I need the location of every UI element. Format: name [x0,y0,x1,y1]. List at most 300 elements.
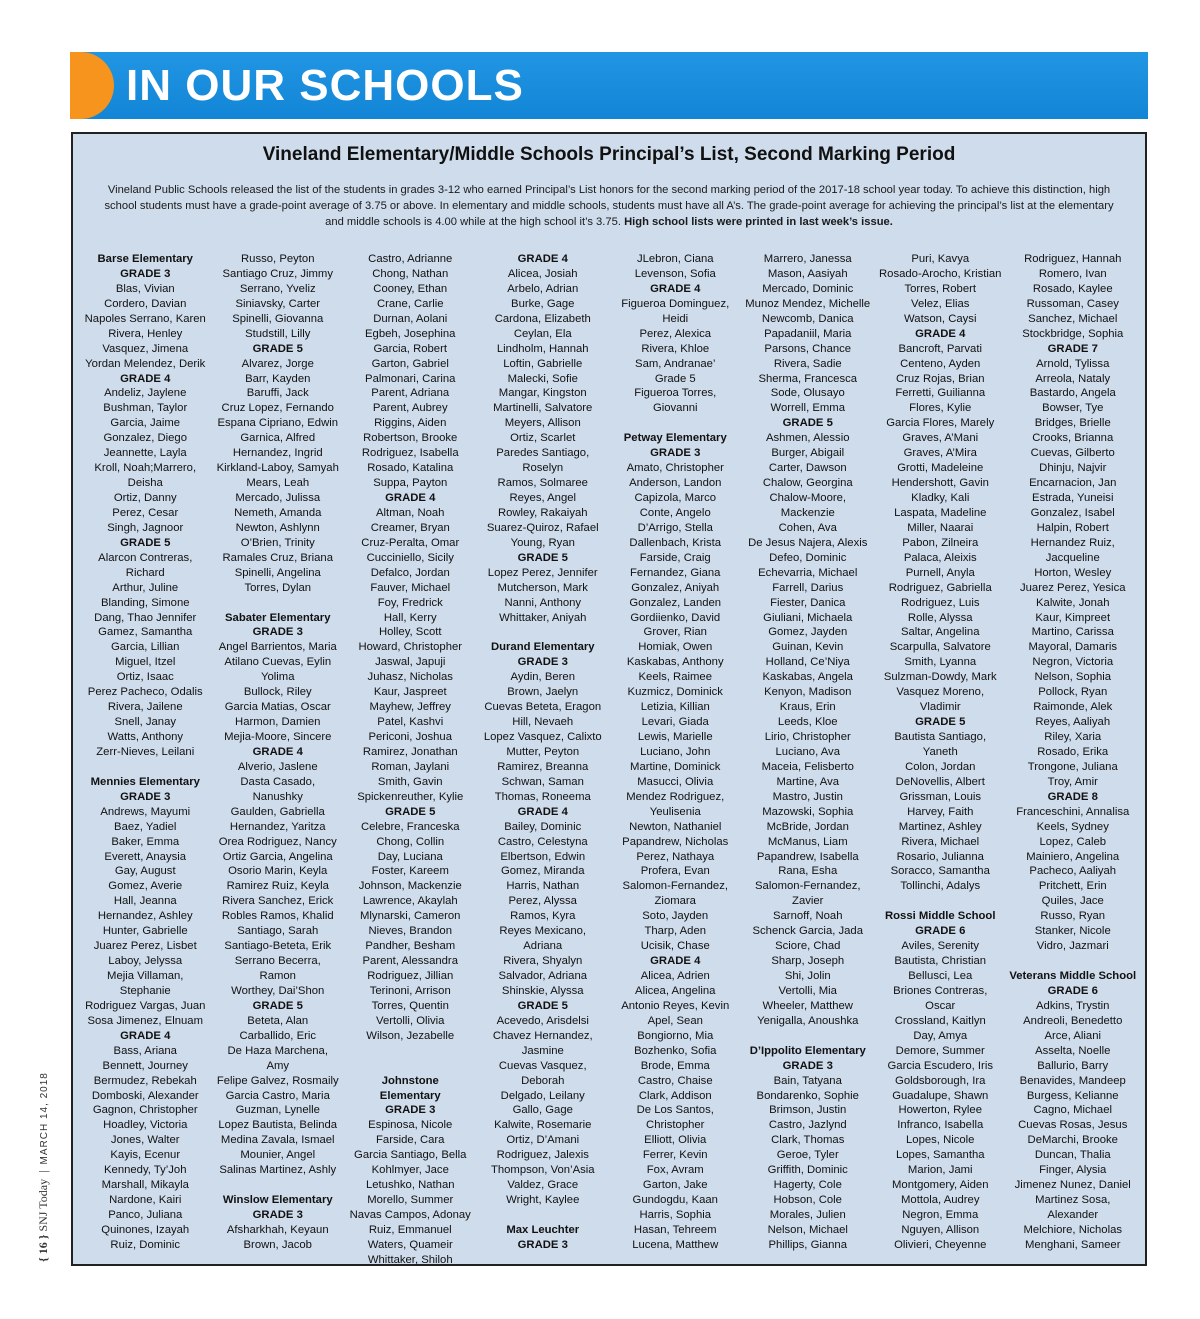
student-name: Arreola, Nataly [1035,372,1111,385]
student-name: Duncan, Thalia [1034,1149,1111,1162]
student-name: Perez, Nathaya [636,850,715,863]
student-name: Mutter, Peyton [506,745,580,758]
student-name: Durnan, Aolani [373,312,448,325]
student-name: Burger, Abigail [771,447,845,460]
student-name: Pabon, Zilneira [902,536,979,549]
student-name: Soto, Jayden [642,910,709,923]
student-name: Hernandez Ruiz, [1030,536,1115,549]
student-name: Vladimir [919,701,961,714]
student-name: Infranco, Isabella [897,1119,984,1132]
student-name: Nanni, Anthony [504,596,582,609]
student-name: Watson, Caysi [904,312,977,325]
student-name: Giuliani, Michaela [763,611,853,624]
student-name: Dhinju, Najvir [1039,462,1107,475]
student-name: Pacheco, Aaliyah [1029,865,1117,878]
student-name: Hall, Jeanna [113,895,177,908]
student-name: Arnold, Tylissa [1036,357,1110,370]
student-name: Baker, Emma [111,835,180,848]
student-name: Marion, Jami [907,1164,973,1177]
name-column-6 [742,252,875,1257]
student-name: Blas, Vivian [115,282,175,295]
student-name: Arthur, Juline [112,581,179,594]
student-name: Lindholm, Hannah [496,342,589,355]
student-name: Marrero, Janessa [763,253,852,265]
student-name: Cooney, Ethan [373,282,448,295]
student-name: Waters, Quameir [367,1238,453,1251]
student-name: Afsharkhah, Keyaun [226,1223,329,1236]
section-heading: GRADE 5 [782,417,833,430]
student-name: D’Arrigo, Stella [637,521,713,534]
student-name: Salvador, Adriana [498,970,588,982]
student-name: Kroll, Noah;Marrero, [94,462,197,475]
student-name: Ruiz, Dominic [110,1238,181,1251]
student-name: Dallenbach, Krista [629,536,722,549]
student-name: Hall, Kerry [383,611,437,624]
student-name: Gonzalez, Isabel [1030,506,1115,519]
student-name: Angel Barrientos, Maria [218,641,337,654]
student-name: Chavez Hernandez, [492,1029,593,1042]
student-name: Clark, Addison [638,1089,712,1102]
student-name: Patel, Kashvi [377,716,444,729]
student-name: Sherma, Francesca [758,372,858,385]
student-name: Hoadley, Victoria [103,1119,188,1132]
student-name: Ramon [259,970,296,982]
student-name: Trongone, Juliana [1027,760,1118,773]
student-name: Roman, Jaylani [371,760,450,773]
student-name: Bermudez, Rebekah [93,1074,197,1087]
student-name: Goldsborough, Ira [895,1074,986,1087]
student-name: Smith, Lyanna [904,656,977,669]
student-name: Bushman, Taylor [103,402,188,415]
student-name: Munoz Mendez, Michelle [745,297,871,310]
student-name: Ramales Cruz, Briana [222,551,333,564]
student-name: Rosado, Erika [1037,745,1109,758]
student-name: Valdez, Grace [507,1179,579,1192]
student-name: Robles Ramos, Khalid [221,910,334,923]
student-name: Negron, Emma [902,1209,979,1221]
intro-bold-note: High school lists were printed in last week’s issue. [624,216,893,228]
student-name: Baruffi, Jack [246,387,309,400]
student-name: Raimonde, Alek [1033,701,1113,714]
student-name: Gagnon, Christopher [92,1104,198,1117]
student-name: Kayis, Ecenur [110,1149,181,1162]
student-name: Kladky, Kali [911,492,970,504]
student-name: Salomon-Fernandez, [622,880,728,893]
student-name: Hagerty, Cole [773,1179,842,1192]
student-name: Defalco, Jordan [370,566,450,579]
student-name [344,1044,477,1059]
student-name: Cuevas, Gilberto [1030,447,1115,460]
footer-separator: | [36,1170,50,1173]
student-name: Elbertson, Edwin [500,850,586,863]
student-name: Adkins, Trystin [1036,999,1110,1012]
student-name: Juarez Perez, Yesica [1020,581,1126,594]
student-name: Baez, Yadiel [114,820,177,833]
student-name: Bondarenko, Sophie [756,1089,859,1102]
student-name: Acevedo, Arisdelsi [496,1014,589,1027]
student-name: Velez, Elias [911,297,970,310]
student-name: Nelson, Michael [767,1223,848,1236]
student-name: Shinskie, Alyssa [501,984,584,997]
student-name: Castro, Jazlynd [768,1119,847,1132]
student-name [344,1059,477,1074]
student-name: Rosado, Katalina [367,462,454,475]
student-name: Maceia, Felisberto [761,760,854,773]
student-name: Pritchett, Erin [1038,880,1107,893]
student-name: Cruz Lopez, Fernando [221,402,334,415]
student-name: Rowley, Rakaiyah [497,506,588,519]
student-name: Alicea, Angelina [635,984,716,997]
student-name: Gonzalez, Aniyah [631,581,720,594]
student-name: Panco, Juliana [108,1209,183,1221]
student-name [212,596,345,611]
student-name: Altman, Noah [376,506,445,519]
student-name: Menghani, Sameer [1025,1238,1121,1251]
student-name: Stanker, Nicole [1034,925,1111,938]
student-name: Juhasz, Nicholas [367,671,453,684]
student-name: Crossland, Kaitlyn [894,1014,986,1027]
student-name: Egbeh, Josephina [365,327,456,340]
student-name: Cruz-Peralta, Omar [361,536,460,549]
student-name: Cardona, Elizabeth [494,312,591,325]
student-name: Demore, Summer [895,1044,985,1057]
student-name: Hernandez, Ashley [97,910,193,923]
student-name: Rivera, Sadie [773,357,842,370]
student-name: Pollock, Ryan [1038,686,1108,699]
student-name: Brimson, Justin [769,1104,847,1117]
student-name: Hobson, Cole [773,1194,842,1207]
student-name: Garcia, Jaime [110,417,181,430]
student-name: Cruz Rojas, Brian [895,372,985,385]
student-name: Kaskabas, Anthony [626,656,724,669]
article-intro [95,182,1123,230]
student-name: Yordan Melendez, Derik [85,357,206,370]
student-name: Gaulden, Gabriella [230,805,325,818]
student-name: Riley, Xaria [1044,731,1102,743]
student-name: Papandrew, Isabella [756,850,859,863]
student-name: McBride, Jordan [766,820,849,833]
student-name: Nelson, Sophia [1034,671,1112,684]
name-column-7 [874,252,1007,1257]
student-name: Briones Contreras, [893,984,988,997]
student-name [1007,954,1140,969]
student-name: Rodriguez, Hannah [1024,253,1122,265]
student-name: Bridges, Brielle [1034,417,1111,430]
student-name: Ortiz, Isaac [116,671,174,684]
student-name: Zerr-Nieves, Leilani [96,745,195,758]
student-name: Romero, Ivan [1038,267,1107,280]
section-heading: GRADE 4 [385,492,436,504]
student-name: Garcia, Robert [373,342,447,355]
student-name: Brown, Jaelyn [507,686,579,699]
student-name: Jimenez Nunez, Daniel [1014,1179,1131,1192]
student-name: Garcia Flores, Marely [886,417,995,430]
student-name: Crooks, Brianna [1032,432,1114,445]
student-name: Watts, Anthony [107,731,184,743]
student-name: Mendez Rodriguez, [626,790,725,803]
student-name: Spickenreuther, Kylie [357,790,464,803]
student-name: Grover, Rian [643,626,707,639]
student-name: Chong, Collin [376,835,445,848]
student-name: Clark, Thomas [771,1134,845,1147]
student-name: Marshall, Mikayla [101,1179,189,1192]
student-name: Ballurio, Barry [1037,1059,1109,1072]
student-name: Centeno, Ayden [900,357,981,370]
student-name: Rosario, Julianna [896,850,984,863]
student-name: Blanding, Simone [100,596,190,609]
student-name: Bain, Tatyana [773,1074,842,1087]
student-name: Felipe Galvez, Rosmaily [216,1074,339,1087]
student-name: Day, Amya [913,1029,968,1042]
section-heading: GRADE 3 [517,656,568,669]
student-name: Foy, Fredrick [377,596,443,609]
section-heading: GRADE 5 [517,999,568,1012]
student-name: McManus, Liam [767,835,848,848]
student-name: Ramirez Ruiz, Keyla [226,880,329,893]
student-name: Brode, Emma [640,1059,710,1072]
student-name: Franceschini, Annalisa [1016,805,1130,818]
section-heading: GRADE 4 [915,327,966,340]
student-name: Stockbridge, Sophia [1022,327,1124,340]
student-name: Ashmen, Alessio [765,432,850,445]
student-name: Kraus, Erin [779,701,836,714]
student-name: Cuevas Rosas, Jesus [1018,1119,1128,1132]
student-name: Cuevas Beteta, Eragon [484,701,602,714]
student-name: Garcia Santiago, Bella [354,1149,467,1162]
student-name: Hasan, Tehreem [633,1223,717,1236]
student-name: Smith, Gavin [377,775,443,788]
student-name: Foster, Kareem [371,865,449,878]
student-name: Ruiz, Emmanuel [368,1223,452,1236]
section-heading: Mennies Elementary [90,775,200,788]
student-name: Mears, Leah [246,477,310,490]
student-name: Nardone, Kairi [109,1194,182,1207]
student-name: Ramos, Kyra [510,910,576,923]
student-name: Cordero, Davian [104,297,187,310]
student-name: Tollinchi, Adalys [900,880,981,893]
student-name: Mercado, Julissa [235,492,321,504]
student-name: Lirio, Christopher [764,731,851,743]
student-name: Lopes, Nicole [906,1134,975,1147]
student-name: Profera, Evan [640,865,710,878]
student-name: Martinez, Ashley [898,820,982,833]
student-name: Singh, Jagnoor [107,521,184,534]
student-name: Newton, Nathaniel [629,820,722,833]
student-name: Sciore, Chad [775,940,841,953]
student-name: JLebron, Ciana [636,253,714,265]
student-name: Zavier [792,895,824,908]
section-heading: GRADE 5 [385,805,436,818]
student-name: Echevarria, Michael [758,566,858,579]
student-name: Studstill, Lilly [245,327,311,340]
student-name: Farside, Cara [376,1134,445,1147]
student-name: Everett, Anaysia [104,850,187,863]
student-name: DeNovellis, Albert [895,775,985,788]
student-name: Mercado, Dominic [762,282,854,295]
student-name: Bongiorno, Mia [637,1029,714,1042]
student-name: Bastardo, Angela [1029,387,1116,400]
student-name: Papandrew, Nicholas [622,835,729,848]
student-name: Saltar, Angelina [900,626,980,639]
student-name: Giovanni [652,402,698,415]
student-name: Sulzman-Dowdy, Mark [883,671,997,684]
student-name: Atilano Cuevas, Eylin [224,656,332,669]
student-name: Parent, Alessandra [362,955,458,968]
student-name: Castro, Chaise [637,1074,713,1087]
student-name: Rodriguez, Gabriella [888,581,992,594]
student-name: Bass, Ariana [113,1044,177,1057]
student-name: Fox, Avram [646,1164,704,1177]
student-name [477,1208,610,1223]
student-name: Gordiienko, David [630,611,721,624]
section-heading: GRADE 6 [1047,984,1098,997]
student-name: Crane, Carlie [376,297,444,310]
section-heading: GRADE 3 [252,626,303,639]
principals-list-box [71,132,1147,1266]
student-name: Ramirez, Jonathan [362,745,458,758]
student-name: Garcia Escudero, Iris [887,1059,993,1072]
student-name: Gamez, Samantha [98,626,193,639]
student-name: Rivera, Jailene [107,701,183,714]
student-name: Luciano, John [640,745,711,758]
student-name: Kennedy, Ty’Joh [104,1164,187,1177]
student-name: Whittaker, Shiloh [367,1253,453,1266]
student-name: Garton, Gabriel [371,357,449,370]
student-name: Malecki, Sofie [507,372,578,385]
student-name: Rana, Esha [778,865,838,878]
student-name: Farside, Craig [639,551,711,564]
student-name: Delgado, Leilany [500,1089,585,1102]
student-name: Lopez, Caleb [1039,835,1107,848]
student-name: Bullock, Riley [243,686,312,699]
student-name: Johnson, Mackenzie [358,880,462,893]
student-name: Carter, Dawson [768,462,847,475]
student-name: Garcia Castro, Maria [225,1089,330,1102]
student-name: Elliott, Olivia [644,1134,707,1147]
student-name: Ramos, Solmaree [497,477,588,490]
student-name: Palaca, Aleixis [903,551,977,564]
student-name: Suppa, Payton [373,477,448,490]
student-name: Holley, Scott [378,626,442,639]
student-name: Hunter, Gabrielle [102,925,188,938]
student-name: Torres, Dylan [244,581,312,594]
student-name: Newcomb, Danica [761,312,854,325]
student-name: Phillips, Gianna [768,1238,847,1251]
student-name: Santiago Cruz, Jimmy [222,267,333,280]
name-column-2 [212,252,345,1257]
section-heading: GRADE 5 [915,716,966,729]
student-name: Figueroa Dominguez, [621,297,730,310]
student-name: Miller, Naarai [907,521,974,534]
section-heading: GRADE 3 [517,1238,568,1251]
student-name: Rivera, Shyalyn [503,955,583,968]
student-name: Mazowski, Sophia [762,805,854,818]
student-name: Chong, Nathan [372,267,449,280]
article-headline: Vineland Elementary/Middle Schools Principal’s List, Second Marking Period [262,144,956,165]
student-name: Martine, Dominick [630,760,721,773]
student-name: Perez, Alexica [639,327,712,340]
student-name: Cohen, Ava [778,521,837,534]
student-name: Jones, Walter [110,1134,180,1147]
student-name: Bancroft, Parvati [898,342,982,355]
student-name: Anderson, Landon [629,477,722,490]
student-name: Espana Cipriano, Edwin [217,417,339,430]
student-name [212,1178,345,1193]
student-name: De Jesus Najera, Alexis [748,536,868,549]
student-name: Shi, Jolin [784,970,831,982]
student-name: Masucci, Olivia [637,775,714,788]
student-name: Grotti, Madeleine [897,462,984,475]
student-name: Castro, Adrianne [368,253,453,265]
student-name: Meyers, Allison [504,417,581,430]
student-name: Troy, Amir [1047,775,1098,788]
student-name: Vertolli, Mia [778,984,837,997]
student-name: Perez, Alyssa [508,895,577,908]
section-heading: Veterans Middle School [1009,970,1137,982]
student-name: Stephanie [119,984,171,997]
student-name: Reyes, Angel [509,492,577,504]
student-name: Kaur, Jaspreet [373,686,447,699]
student-name: Christopher [646,1119,705,1132]
student-name: Vasquez, Jimena [102,342,189,355]
section-heading: GRADE 8 [1047,790,1098,803]
student-name: Olivieri, Cheyenne [894,1238,987,1251]
student-name: Nieves, Brandon [368,925,453,938]
student-name: Papadaniil, Maria [764,327,852,340]
student-name: Rivera, Henley [108,327,183,340]
student-name: Gay, August [114,865,176,878]
student-name: Ucisik, Chase [640,940,710,953]
student-name: Lopez Vasquez, Calixto [483,731,602,743]
section-heading: Elementary [379,1089,441,1102]
student-name: Brown, Jacob [243,1238,312,1251]
student-name: Orea Rodriguez, Nancy [218,835,337,848]
student-name: Martinelli, Salvatore [493,402,593,415]
student-name: Ceylan, Ela [513,327,572,340]
student-name: Salomon-Fernandez, [755,880,861,893]
section-heading: GRADE 4 [517,805,568,818]
student-name: Celebre, Franceska [360,820,460,833]
student-name: Wilson, Jezabelle [366,1029,455,1042]
student-name: Perez Pacheco, Odalis [87,686,203,699]
student-name: Wright, Kaylee [506,1194,580,1207]
section-heading: GRADE 3 [650,447,701,460]
student-name: Keels, Raimee [638,671,712,684]
student-name: Horton, Wesley [1034,566,1112,579]
student-name: Kalwite, Rosemarie [494,1119,592,1132]
student-name: Worthey, Dai’Shon [231,984,325,997]
section-heading: GRADE 5 [517,551,568,564]
student-name: Fernandez, Giana [630,566,721,579]
student-name: Ziomara [654,895,696,908]
student-name: Halpin, Robert [1036,521,1109,534]
student-name: Thomas, Roneema [494,790,591,803]
student-name: Alverio, Jaslene [237,760,318,773]
student-name: Rodriguez, Luis [901,596,980,609]
student-name: Mounier, Angel [240,1149,316,1162]
student-name: Yeulisenia [649,805,701,818]
student-name: Aydin, Beren [510,671,575,684]
student-name: Kalwite, Jonah [1036,596,1110,609]
student-name: Jasmine [521,1044,564,1057]
student-name: Russo, Ryan [1040,910,1106,923]
section-heading: GRADE 4 [517,253,568,265]
student-name: Martine, Ava [776,775,840,788]
student-name: Day, Luciana [377,850,443,863]
student-name: Gonzalez, Diego [103,432,188,445]
student-name: Morello, Summer [367,1194,454,1207]
student-name: Harris, Sophia [639,1209,712,1221]
